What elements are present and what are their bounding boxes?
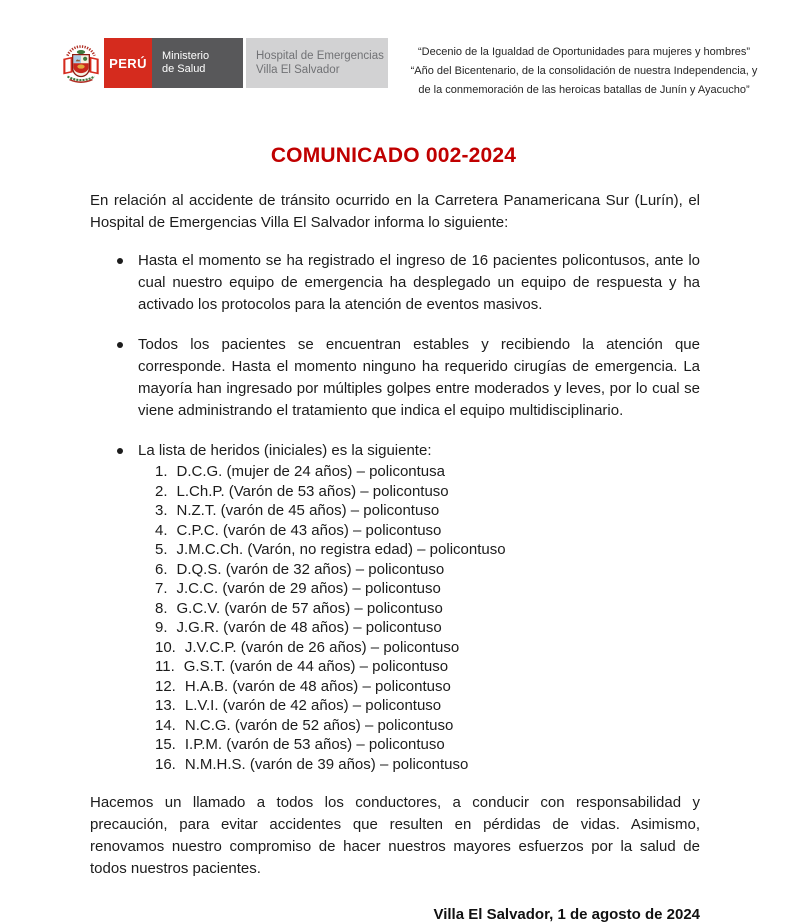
list-item-number: 4. [155, 521, 168, 539]
quote-line-2: “Año del Bicentenario, de la consolidación de nuestra Independencia, y [410, 65, 758, 77]
list-item-number: 9. [155, 619, 168, 636]
list-item-text: D.Q.S. (varón de 32 años) – policontuso [176, 560, 445, 578]
list-item-text: G.C.V. (varón de 57 años) – policontuso [176, 599, 443, 617]
list-item-number: 2. [155, 482, 168, 500]
quote-line-3: de la conmemoración de las heroicas batallas de Junín y Ayacucho” [418, 84, 750, 96]
list-item-text: J.G.R. (varón de 48 años) – policontuso [176, 619, 442, 636]
list-item-text: J.V.C.P. (varón de 26 años) – policontuso [184, 638, 460, 656]
bullet-icon [117, 258, 123, 264]
list-item-text: N.Z.T. (varón de 45 años) – policontuso [176, 502, 440, 519]
bullet-item-1 [90, 250, 700, 316]
list-item-number: 1. [155, 463, 168, 480]
intro-paragraph: En relación al accidente de tránsito ocurrido en la Carretera Panamericana Sur (Lurín), el Hospital de Emergencias Villa El Salvador informa lo siguiente: [90, 192, 700, 231]
list-item-text: N.C.G. (varón de 52 años) – policontuso [184, 716, 454, 734]
list-item-text: D.C.G. (mujer de 24 años) – policontusa [176, 463, 445, 480]
ministry-name-line1: Ministerio [162, 50, 210, 62]
injured-list [155, 462, 700, 774]
list-item-text: C.P.C. (varón de 43 años) – policontuso [176, 521, 442, 539]
list-item [155, 677, 700, 697]
bullet-icon [117, 342, 123, 348]
list-item-number: 14. [155, 716, 176, 734]
bullet-list [90, 250, 700, 774]
bullet-item-3 [90, 440, 700, 774]
list-item [155, 462, 700, 482]
list-item-number: 15. [155, 736, 176, 753]
bullet-item-2 [90, 334, 700, 422]
list-item [155, 618, 700, 638]
list-item [155, 696, 700, 716]
ministry-block [152, 38, 243, 88]
list-item [155, 521, 700, 541]
list-item-text: H.A.B. (varón de 48 años) – policontuso [184, 677, 451, 695]
list-item [155, 735, 700, 755]
list-item-number: 8. [155, 599, 168, 617]
list-item-number: 3. [155, 502, 168, 519]
list-item-text: J.C.C. (varón de 29 años) – policontuso [176, 580, 441, 597]
closing-paragraph: Hacemos un llamado a todos los conductores, a conducir con responsabilidad y precaución, para evitar accidentes que resulten en pérdidas de vidas. Asimismo, renovamos nuestro compromiso de hacer nuestros mayores esfuerzos por la salud de todos nuestros pacientes. [90, 794, 700, 877]
list-item-number: 11. [155, 658, 175, 675]
institution-logo-strip [60, 38, 388, 88]
quote-line-1: “Decenio de la Igualdad de Oportunidades para mujeres y hombres” [417, 46, 751, 58]
peru-brand-label: PERÚ [109, 55, 147, 71]
official-year-quotes [408, 38, 760, 100]
list-item [155, 716, 700, 736]
list-item [155, 755, 700, 775]
list-item-text: L.V.I. (varón de 42 años) – policontuso [184, 697, 442, 714]
list-item [155, 501, 700, 521]
list-item-number: 10. [155, 638, 176, 656]
list-item-number: 6. [155, 560, 168, 578]
list-item-number: 12. [155, 677, 176, 695]
list-item-text: G.S.T. (varón de 44 años) – policontuso [183, 658, 449, 675]
hospital-name-line2: Villa El Salvador [256, 64, 340, 76]
document-header [0, 0, 787, 100]
list-item-number: 7. [155, 580, 168, 597]
hospital-block [246, 38, 388, 88]
list-item [155, 657, 700, 677]
list-item-text: J.M.C.Ch. (Varón, no registra edad) – policontuso [176, 541, 506, 558]
list-item-number: 5. [155, 541, 168, 558]
list-item [155, 482, 700, 502]
bullet-item-text: La lista de heridos (iniciales) es la siguiente: [138, 442, 432, 459]
bullet-item-text: Todos los pacientes se encuentran estables y recibiendo la atención que corresponde. Hasta el momento ninguno ha requerido cirugías de emergencia. La mayoría han ingresado por múltiples golpes entre moderados y leves, por lo cual se viene administrando el tratamiento que indica el equipo multidisciplinario. [138, 336, 700, 419]
list-item [155, 599, 700, 619]
peru-coat-of-arms-icon [60, 38, 102, 90]
page-title: COMUNICADO 002-2024 [270, 144, 517, 167]
hospital-name-line1: Hospital de Emergencias [256, 50, 384, 62]
ministry-name-line2: de Salud [162, 63, 206, 75]
dateline: Villa El Salvador, 1 de agosto de 2024 [433, 906, 700, 923]
list-item [155, 579, 700, 599]
list-item-text: L.Ch.P. (Varón de 53 años) – policontuso [176, 482, 449, 500]
document-body [90, 190, 700, 880]
list-item-number: 13. [155, 697, 176, 714]
peru-brand-block [104, 38, 152, 88]
list-item-text: N.M.H.S. (varón de 39 años) – policontuso [184, 755, 469, 773]
list-item [155, 638, 700, 658]
bullet-icon [117, 448, 123, 454]
list-item [155, 540, 700, 560]
list-item [155, 560, 700, 580]
bullet-item-text: Hasta el momento se ha registrado el ingreso de 16 pacientes policontusos, ante lo cual nuestro equipo de emergencia ha desplegado un equipo de respuesta y ha activado los protocolos para la atención de eventos masivos. [138, 252, 700, 313]
list-item-number: 16. [155, 755, 176, 773]
list-item-text: I.P.M. (varón de 53 años) – policontuso [184, 736, 445, 753]
